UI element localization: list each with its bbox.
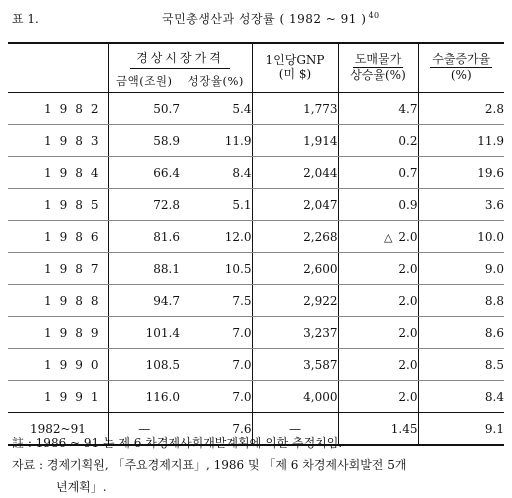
- export-cell: 8.4: [418, 381, 504, 413]
- gnp-cell: 3,587: [252, 349, 338, 381]
- table-row: [8, 349, 504, 381]
- table-row: [8, 221, 504, 253]
- export-cell: 10.0: [418, 221, 504, 253]
- triangle-marker-icon: △: [383, 230, 393, 244]
- year-cell: 1990: [8, 349, 108, 381]
- wpi-cell: 2.0: [338, 349, 418, 381]
- gnp-cell: 2,922: [252, 285, 338, 317]
- growth-cell: 12.0: [180, 221, 252, 253]
- growth-cell: 11.9: [180, 125, 252, 157]
- table-body: [8, 93, 504, 446]
- growth-cell: 7.0: [180, 317, 252, 349]
- amount-cell: 116.0: [108, 381, 180, 413]
- wpi-value: 2.0: [398, 229, 418, 244]
- amount-cell: 88.1: [108, 253, 180, 285]
- export-cell: 3.6: [418, 189, 504, 221]
- wpi-header-line2: 상승율(%): [350, 68, 406, 82]
- wpi-cell: 1.45: [338, 413, 418, 446]
- source-note-line2-wrap: [12, 476, 504, 498]
- growth-cell: 7.0: [180, 349, 252, 381]
- year-cell: 1987: [8, 253, 108, 285]
- growth-cell: 5.4: [180, 93, 252, 125]
- growth-rate-header: 성장율(%): [180, 70, 252, 93]
- table-header: [8, 42, 504, 93]
- amount-header: 금액(조원): [108, 70, 180, 93]
- table-label: 표 1.: [12, 12, 39, 26]
- growth-cell: 8.4: [180, 157, 252, 189]
- table-row: [8, 285, 504, 317]
- gnp-cell: 4,000: [252, 381, 338, 413]
- export-cell: 2.8: [418, 93, 504, 125]
- wholesale-price-header: [338, 42, 418, 93]
- amount-cell: 58.9: [108, 125, 180, 157]
- gnp-growth-table: [8, 42, 504, 446]
- gnp-cell: 2,600: [252, 253, 338, 285]
- table-row: [8, 189, 504, 221]
- table-row: [8, 381, 504, 413]
- table-title-text: 국민총생산과 성장률 ( 1982 ~ 91 ): [162, 12, 367, 26]
- growth-cell: 10.5: [180, 253, 252, 285]
- wpi-cell: 0.7: [338, 157, 418, 189]
- amount-cell: 108.5: [108, 349, 180, 381]
- export-cell: 11.9: [418, 125, 504, 157]
- wpi-cell: 0.2: [338, 125, 418, 157]
- gnp-cell: 2,268: [252, 221, 338, 253]
- table-title: [162, 8, 380, 30]
- wpi-cell: 2.0: [338, 253, 418, 285]
- year-cell: 1983: [8, 125, 108, 157]
- year-cell: 1986: [8, 221, 108, 253]
- wpi-cell: [338, 221, 418, 253]
- year-header: [8, 42, 108, 93]
- growth-cell: 7.0: [180, 381, 252, 413]
- year-cell: 1988: [8, 285, 108, 317]
- period-cell: 1982~91: [8, 413, 108, 446]
- year-cell: 1982: [8, 93, 108, 125]
- gnp-cell: 3,237: [252, 317, 338, 349]
- export-header-line1: 수출증가율: [432, 52, 491, 66]
- growth-cell: 7.5: [180, 285, 252, 317]
- amount-cell: 50.7: [108, 93, 180, 125]
- export-cell: 8.8: [418, 285, 504, 317]
- growth-cell: 7.6: [180, 413, 252, 446]
- wpi-cell: 2.0: [338, 285, 418, 317]
- wpi-cell: 0.9: [338, 189, 418, 221]
- gnp-cell: 1,773: [252, 93, 338, 125]
- table-row: [8, 125, 504, 157]
- year-cell: 1984: [8, 157, 108, 189]
- estimate-note: 註 : 1986 ~ 91 는 제 6 차경제사회개발계획에 의한 추정치임.: [12, 436, 343, 450]
- wpi-cell: 4.7: [338, 93, 418, 125]
- export-cell: 19.6: [418, 157, 504, 189]
- gnp-cell: —: [252, 413, 338, 446]
- table-title-row: [12, 8, 502, 30]
- year-cell: 1989: [8, 317, 108, 349]
- gnp-header-line2: (미 $): [278, 67, 312, 81]
- export-cell: 8.6: [418, 317, 504, 349]
- table-notes: [12, 432, 504, 498]
- growth-cell: 5.1: [180, 189, 252, 221]
- footnote-reference: 40: [368, 11, 380, 20]
- amount-cell: —: [108, 413, 180, 446]
- amount-cell: 81.6: [108, 221, 180, 253]
- export-header-line2: (%): [450, 68, 472, 82]
- gnp-header-line1: 1인당GNP: [265, 53, 325, 67]
- gnp-per-capita-header: [252, 42, 338, 93]
- export-cell: 9.1: [418, 413, 504, 446]
- gnp-cell: 1,914: [252, 125, 338, 157]
- wpi-cell: 2.0: [338, 381, 418, 413]
- amount-cell: 101.4: [108, 317, 180, 349]
- gnp-cell: 2,044: [252, 157, 338, 189]
- table-row: [8, 317, 504, 349]
- amount-cell: 94.7: [108, 285, 180, 317]
- export-cell: 9.0: [418, 253, 504, 285]
- gnp-cell: 2,047: [252, 189, 338, 221]
- market-price-group-header: [108, 42, 252, 70]
- export-growth-header: [418, 42, 504, 93]
- amount-cell: 72.8: [108, 189, 180, 221]
- table-row: [8, 253, 504, 285]
- source-note-line1: 자료 : 경제기획원, 「주요경제지표」, 1986 및 「제 6 차경제사회발전 5개: [12, 458, 407, 472]
- export-cell: 8.5: [418, 349, 504, 381]
- year-cell: 1991: [8, 381, 108, 413]
- wpi-header-line1: 도매물가: [354, 52, 402, 66]
- table-row: [8, 157, 504, 189]
- source-note-line2: 년계획」.: [56, 480, 107, 494]
- year-cell: 1985: [8, 189, 108, 221]
- wpi-cell: 2.0: [338, 317, 418, 349]
- table-row: [8, 93, 504, 125]
- market-price-group-label: 경상시장가격: [130, 49, 230, 69]
- amount-cell: 66.4: [108, 157, 180, 189]
